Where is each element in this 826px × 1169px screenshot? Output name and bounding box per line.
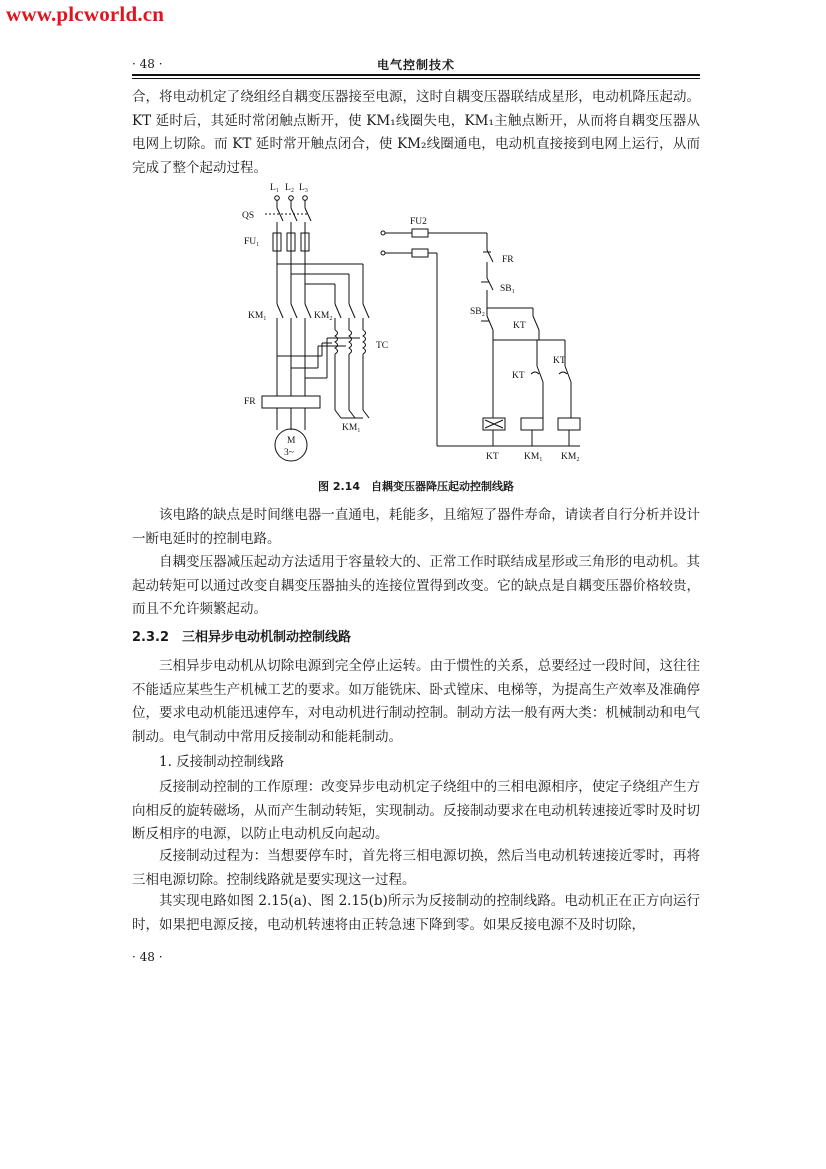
section-number: 2.3.2 bbox=[132, 630, 170, 645]
label-fu1: FU₁ bbox=[244, 237, 260, 247]
label-km2-main: KM₂ bbox=[314, 311, 333, 321]
footer-page-number: · 48 · bbox=[132, 950, 163, 964]
figure-circuit-diagram bbox=[230, 178, 600, 470]
paragraph-5: 反接制动控制的工作原理：改变异步电动机定子绕组中的三相电源相序，使定子绕组产生方向相反的旋转磁场，从而产生制动转矩，实现制动。反接制动要求在电动机转速接近零时及时切断反相序的电源，以防止电动机反向起动。 bbox=[132, 779, 700, 842]
label-fr-control: FR bbox=[502, 255, 514, 265]
label-kt-delay-right: KT bbox=[553, 356, 566, 366]
paragraph-6: 反接制动过程为：当想要停车时，首先将三相电源切换，然后当电动机转速接近零时，再将三相电源切除。控制线路就是要实现这一过程。 bbox=[132, 848, 700, 888]
label-sb2: SB₂ bbox=[470, 307, 485, 317]
subsection-heading: 1. 反接制动控制线路 bbox=[159, 754, 285, 770]
label-motor-3: 3~ bbox=[284, 448, 294, 458]
header-book-title: 电气控制技术 bbox=[376, 58, 455, 72]
label-fu2: FU2 bbox=[410, 217, 427, 227]
label-kt-contact: KT bbox=[513, 321, 526, 331]
running-header bbox=[132, 56, 700, 74]
header-rule-thin bbox=[132, 78, 700, 79]
label-qs: QS bbox=[242, 211, 255, 221]
header-rule-thick bbox=[132, 74, 700, 76]
label-km1-bottom: KM₁ bbox=[342, 423, 361, 433]
figure-caption: 图 2.14 自耦变压器降压起动控制线路 bbox=[318, 480, 514, 493]
label-coil-kt: KT bbox=[486, 452, 499, 462]
paragraph-7: 其实现电路如图 2.15(a)、图 2.15(b)所示为反接制动的控制线路。电动机正在正方向运行时，如果把电源反接，电动机转速将由正转急速下降到零。如果反接电源不及时切除， bbox=[132, 893, 700, 933]
paragraph-1: 合，将电动机定了绕组经自耦变压器接至电源，这时自耦变压器联结成星形，电动机降压起动。KT 延时后，其延时常闭触点断开，使 KM₁线圈失电，KM₁主触点断开，从而将自耦变压器从电网上切除。而 KT 延时常开触点闭合，使 KM₂线圈通电，电动机直接接到电网上运行，从而完成了整个起动过程。 bbox=[132, 89, 700, 176]
label-coil-km2: KM₂ bbox=[561, 452, 580, 462]
label-fr-main: FR bbox=[244, 397, 256, 407]
watermark: www.plcworld.cn bbox=[6, 2, 165, 26]
label-l3: L₃ bbox=[299, 183, 309, 193]
paragraph-2: 该电路的缺点是时间继电器一直通电，耗能多，且缩短了器件寿命，请读者自行分析并设计一断电延时的控制电路。 bbox=[132, 507, 700, 547]
label-l2: L₂ bbox=[285, 183, 295, 193]
header-page-number: · 48 · bbox=[132, 57, 163, 71]
label-tc: TC bbox=[376, 341, 389, 351]
section-heading bbox=[132, 626, 351, 645]
label-coil-km1: KM₁ bbox=[524, 452, 543, 462]
label-km1-main: KM₁ bbox=[248, 311, 267, 321]
section-title: 三相异步电动机制动控制线路 bbox=[182, 630, 352, 645]
label-sb1: SB₁ bbox=[500, 284, 515, 294]
paragraph-4: 三相异步电动机从切除电源到完全停止运转。由于惯性的关系，总要经过一段时间，这往往不能适应某些生产机械工艺的要求。如万能铣床、卧式镗床、电梯等，为提高生产效率及准确停位，要求电动机能迅速停车，对电动机进行制动控制。制动方法一般有两大类：机械制动和电气制动。电气制动中常用反接制动和能耗制动。 bbox=[132, 658, 700, 745]
label-kt-delay-left: KT bbox=[512, 371, 525, 381]
label-motor-m: M bbox=[287, 436, 296, 446]
label-l1: L₁ bbox=[270, 183, 280, 193]
paragraph-3: 自耦变压器减压起动方法适用于容量较大的、正常工作时联结成星形或三角形的电动机。其起动转矩可以通过改变自耦变压器抽头的连接位置得到改变。它的缺点是自耦变压器价格较贵，而且不允许频繁起动。 bbox=[132, 554, 700, 617]
